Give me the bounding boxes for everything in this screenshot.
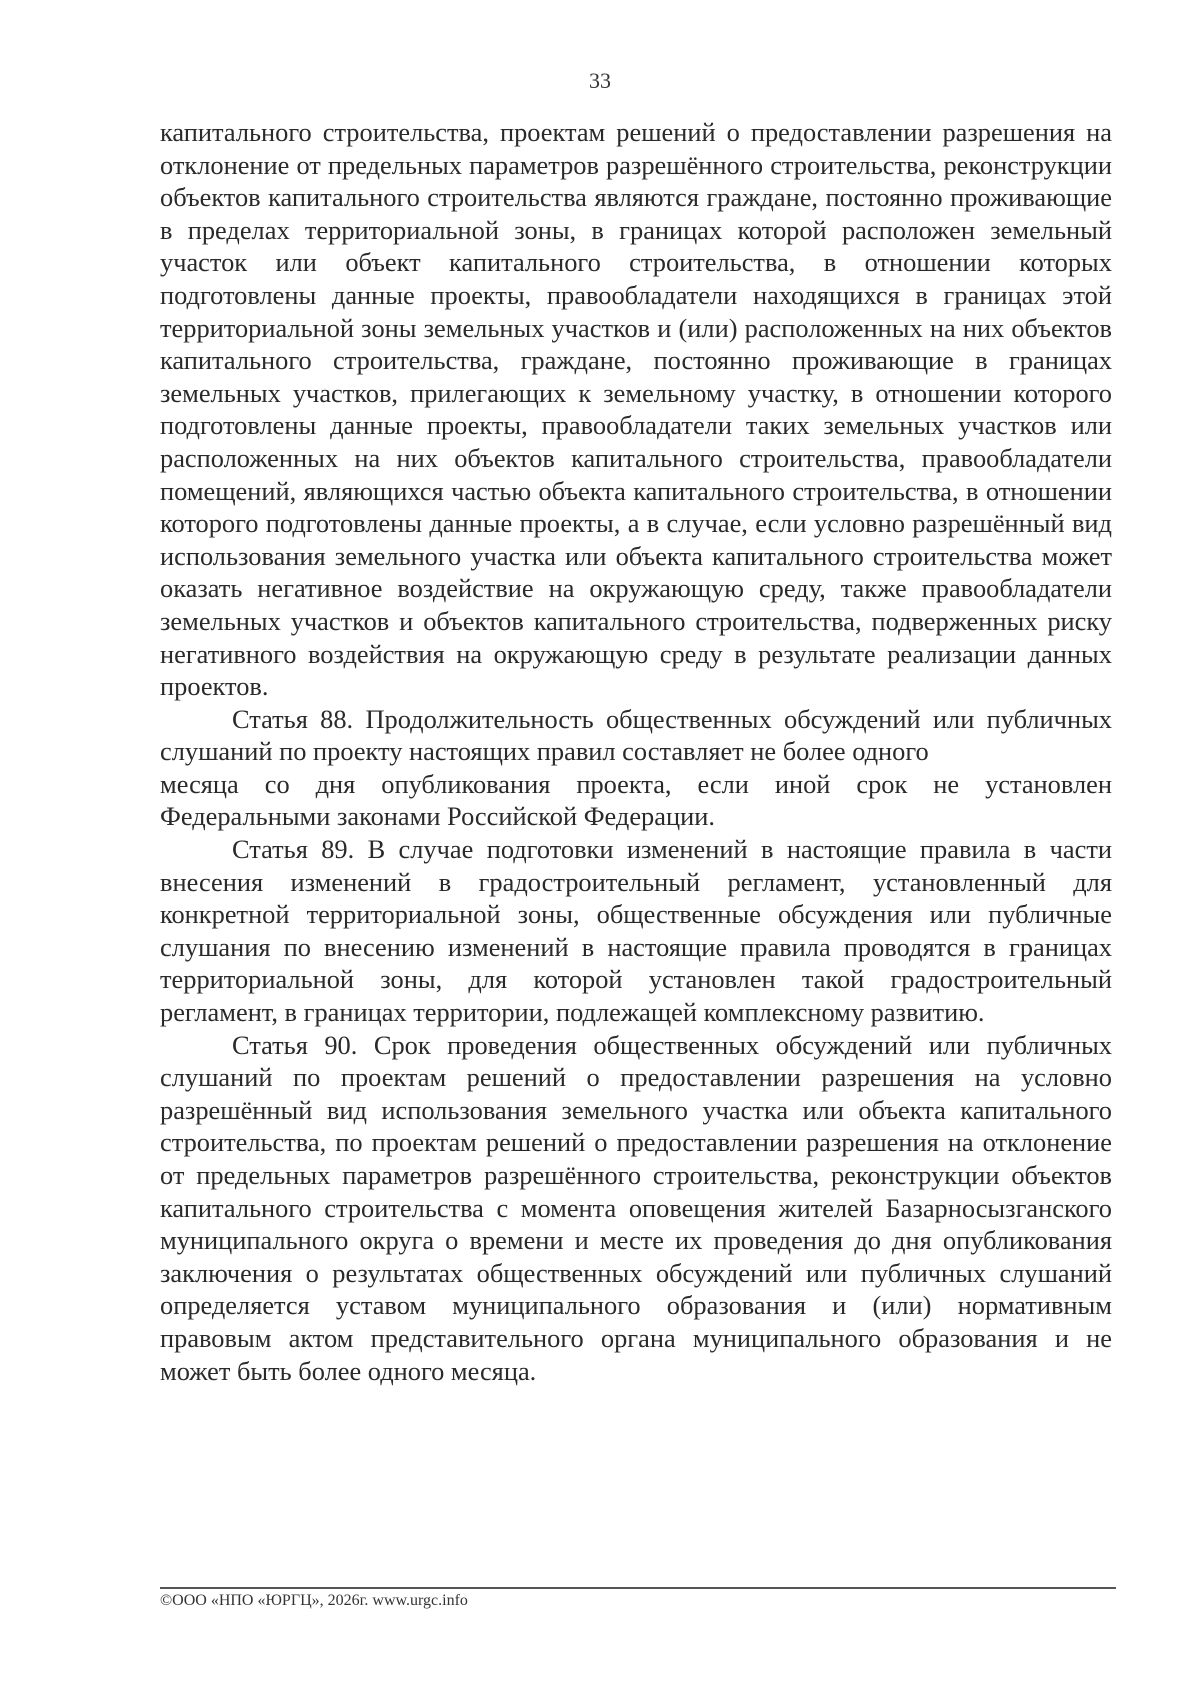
paragraph-article-89: Статья 89. В случае подготовки изменений в настоящие правила в части внесения изменений в градостроительный регламент, установленный для конкретной территориальной зоны, общественные обсуждения или публичные слушания по внесению изменений в настоящие правила проводятся в границах территориальной зоны, для которой установлен такой градостроительный регламент, в границах территории, подлежащей комплексному развитию. (160, 834, 1112, 1028)
paragraph-continuation: капитального строительства, проектам решений о предоставлении разрешения на отклонение от предельных параметров разрешённого строительства, реконструкции объектов капитального строительства являются граждане, постоянно проживающие в пределах территориальной зоны, в границах которой расположен земельный участок или объект капитального строительства, в отношении которых подготовлены данные проекты, правообладатели находящихся в границах этой территориальной зоны земельных участков и (или) расположенных на них объектов капитального строительства, граждане, постоянно проживающие в границах земельных участков, прилегающих к земельному участку, в отношении которого подготовлены данные проекты, правообладатели таких земельных участков или расположенных на них объектов капитального строительства, правообладатели помещений, являющихся частью объекта капитального строительства, в отношении которого подготовлены данные проекты, а в случае, если условно разрешённый вид использования земельного участка или объекта капитального строительства может оказать негативное воздействие на окружающую среду, также правообладатели земельных участков и объектов капитального строительства, подверженных риску негативного воздействия на окружающую среду в результате реализации данных проектов. (160, 117, 1112, 702)
paragraph-article-90: Статья 90. Срок проведения общественных обсуждений или публичных слушаний по проектам решений о предоставлении разрешения на условно разрешённый вид использования земельного участка или объекта капитального строительства, по проектам решений о предоставлении разрешения на отклонение от предельных параметров разрешённого строительства, реконструкции объектов капитального строительства с момента оповещения жителей Базарносызганского муниципального округа о времени и месте их проведения до дня опубликования заключения о результатах общественных обсуждений или публичных слушаний определяется уставом муниципального образования и (или) нормативным правовым актом представительного органа муниципального образования и не может быть более одного месяца. (160, 1029, 1112, 1386)
document-body (160, 116, 1112, 1387)
footer-copyright: ©ООО «НПО «ЮРГЦ», 2026г. www.urgc.info (160, 1592, 468, 1609)
paragraph-article-88-continued: месяца со дня опубликования проекта, если иной срок не установлен Федеральными законами Российской Федерации. (160, 768, 1112, 832)
paragraph-article-88: Статья 88. Продолжительность общественных обсуждений или публичных слушаний по проекту настоящих правил составляет не более одного (160, 703, 1112, 767)
page-number: 33 (589, 68, 611, 93)
footer-divider (160, 1587, 1116, 1589)
